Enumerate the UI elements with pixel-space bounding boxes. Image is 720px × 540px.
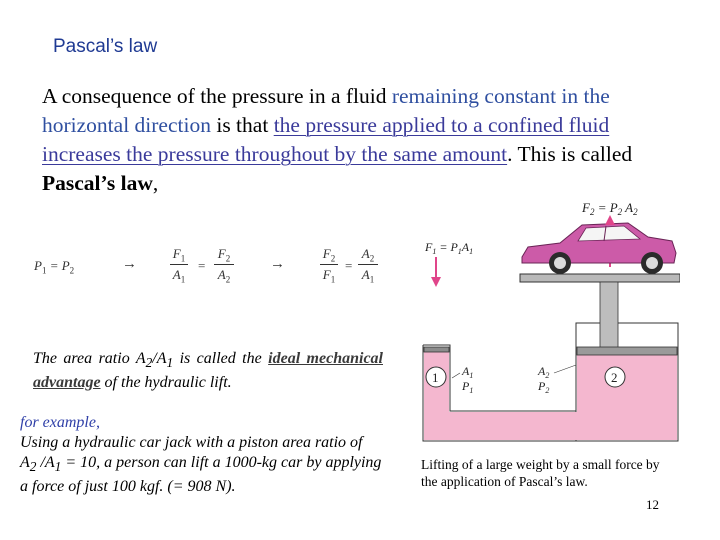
equals-sign-2: =: [345, 258, 353, 273]
example-mid: /A: [36, 454, 55, 471]
ratio-text-1: The area ratio A: [33, 350, 146, 367]
f1-label: $F_1 = P_1A_1$: [425, 240, 474, 256]
para-part-7: ,: [152, 171, 159, 195]
car-icon: [522, 223, 676, 274]
ratio-text-7: of the hydraulic lift.: [100, 374, 232, 392]
fraction-a2-a1: $A_2$ $A_1$: [358, 246, 378, 283]
para-part-3: is that: [210, 113, 274, 137]
page-number: 12: [646, 497, 659, 512]
p2-label: $P_2$: [538, 379, 550, 395]
fraction-f2-f1: $F_2$ $F_1$: [320, 246, 338, 283]
slide-title: Pascal’s law: [53, 36, 158, 57]
hydraulic-lift-diagram: [410, 195, 680, 450]
intro-paragraph: [42, 82, 664, 198]
small-piston: [424, 347, 449, 352]
p1-label: $P_1$: [462, 379, 474, 395]
f1-arrow-head: [431, 277, 441, 287]
a1-label: $A_1$: [462, 364, 474, 380]
large-platform: [520, 274, 680, 282]
arrow-1: →: [122, 256, 137, 272]
large-piston: [577, 347, 677, 355]
example-body-1: Using a hydraulic car jack with a piston area ratio of A: [20, 434, 363, 471]
example-body-2: = 10, a person can lift a 1000-kg car by applying a force of just 100 kgf. (= 908 N).: [20, 454, 382, 496]
large-piston-rod: [600, 282, 618, 352]
example-sub-1: 1: [54, 459, 62, 475]
fraction-f2-a2: $F_2$ $A_2$: [214, 246, 234, 283]
example-paragraph: [20, 413, 382, 497]
f2-label: $F_2 = P_2$ $A_2$: [582, 200, 638, 217]
para-highlight: remaining constant in the horizontal direction: [42, 84, 610, 137]
ratio-text-3: /A: [152, 350, 167, 367]
para-underlined: the pressure applied to a confined fluid increases the pressure throughout by the same amount: [42, 113, 610, 166]
diagram-caption: Lifting of a large weight by a small force by the application of Pascal’s law.: [421, 457, 660, 489]
ratio-paragraph: [33, 349, 383, 393]
arrow-2: →: [270, 256, 285, 272]
fraction-f1-a1: $F_1$ $A_1$: [170, 246, 188, 283]
f2-arrow-head: [605, 215, 615, 225]
ratio-sub-2: 2: [145, 355, 153, 371]
equals-sign: =: [198, 258, 206, 273]
equation-p1-p2: $P_1 = P_2$: [34, 258, 75, 276]
para-part-1: A consequence of the pressure in a fluid: [42, 84, 392, 108]
para-part-5: . This is called: [507, 142, 633, 166]
ratio-text-5: is called the: [173, 350, 269, 367]
example-sub-2: 2: [29, 459, 37, 475]
ratio-sub-1: 1: [166, 355, 174, 371]
ideal-mechanical-advantage: ideal mechanical advantage: [33, 350, 383, 392]
a2-label: $A_2$: [538, 364, 550, 380]
example-lead: for example,: [20, 414, 100, 431]
point-2-label: 2: [611, 370, 618, 385]
pascals-law-bold: Pascal’s law: [42, 171, 153, 195]
point-1-label: 1: [432, 370, 439, 385]
